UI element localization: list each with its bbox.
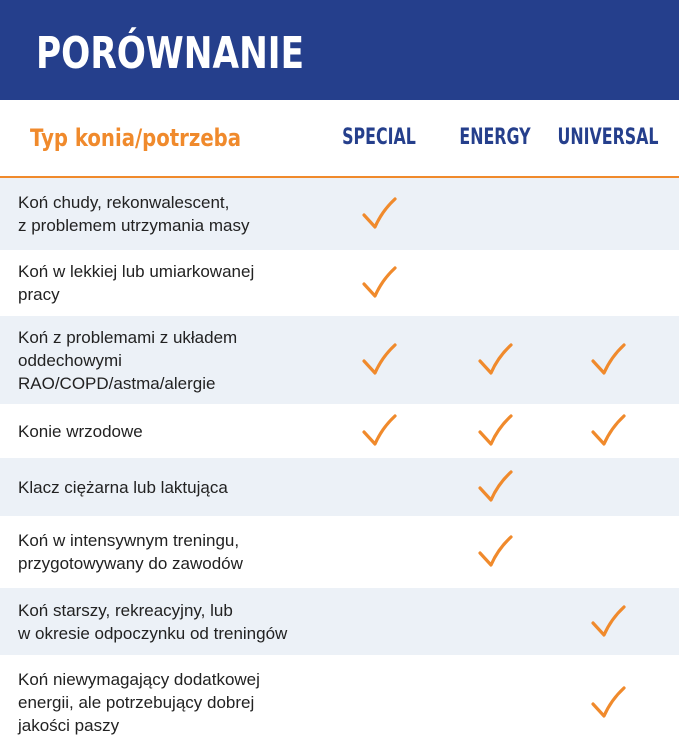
table-row bbox=[0, 178, 679, 250]
checkmark-icon bbox=[361, 413, 397, 449]
row-label-line: Koń chudy, rekonwalescent, bbox=[18, 193, 230, 212]
row-label bbox=[18, 326, 237, 395]
table-row bbox=[0, 655, 679, 750]
title-banner bbox=[0, 0, 679, 100]
row-label-line: Konie wrzodowe bbox=[18, 422, 143, 441]
row-label-line: Koń w intensywnym treningu, bbox=[18, 531, 240, 550]
table-row bbox=[0, 588, 679, 655]
page-title: PORÓWNANIE bbox=[36, 28, 305, 79]
checkmark-icon bbox=[361, 342, 397, 378]
table-row bbox=[0, 404, 679, 458]
row-label-line: jakości paszy bbox=[18, 716, 120, 735]
table-header bbox=[0, 100, 679, 176]
need-column-header: Typ konia/potrzeba bbox=[30, 124, 242, 152]
row-label bbox=[18, 260, 254, 306]
row-label-line: energii, ale potrzebujący dobrej bbox=[18, 693, 255, 712]
row-label bbox=[18, 420, 143, 443]
table-row bbox=[0, 516, 679, 588]
table-row bbox=[0, 458, 679, 516]
row-label-line: przygotowywany do zawodów bbox=[18, 554, 243, 573]
checkmark-icon bbox=[361, 196, 397, 232]
row-label-line: Koń w lekkiej lub umiarkowanej bbox=[18, 262, 255, 281]
checkmark-icon bbox=[590, 413, 626, 449]
checkmark-icon bbox=[590, 342, 626, 378]
row-label bbox=[18, 599, 287, 645]
checkmark-icon bbox=[477, 534, 513, 570]
row-label-line: Koń starszy, rekreacyjny, lub bbox=[18, 601, 233, 620]
table-row bbox=[0, 250, 679, 316]
row-label bbox=[18, 529, 243, 575]
row-label-line: pracy bbox=[18, 285, 60, 304]
table-row bbox=[0, 316, 679, 404]
row-label-line: oddechowymi bbox=[18, 351, 122, 370]
row-label-line: w okresie odpoczynku od treningów bbox=[18, 624, 288, 643]
checkmark-icon bbox=[590, 685, 626, 721]
column-header-special: SPECIAL bbox=[342, 125, 416, 150]
row-label bbox=[18, 476, 228, 499]
row-label-line: Klacz ciężarna lub laktująca bbox=[18, 478, 228, 497]
checkmark-icon bbox=[590, 604, 626, 640]
column-header-energy: ENERGY bbox=[459, 125, 531, 150]
checkmark-icon bbox=[477, 342, 513, 378]
row-label-line: Koń z problemami z układem bbox=[18, 328, 238, 347]
checkmark-icon bbox=[361, 265, 397, 301]
checkmark-icon bbox=[477, 469, 513, 505]
row-label-line: z problemem utrzymania masy bbox=[18, 216, 250, 235]
column-header-universal: UNIVERSAL bbox=[557, 125, 659, 150]
row-label-line: RAO/COPD/astma/alergie bbox=[18, 374, 216, 393]
row-label-line: Koń niewymagający dodatkowej bbox=[18, 670, 260, 689]
checkmark-icon bbox=[477, 413, 513, 449]
row-label bbox=[18, 191, 249, 237]
row-label bbox=[18, 668, 260, 737]
